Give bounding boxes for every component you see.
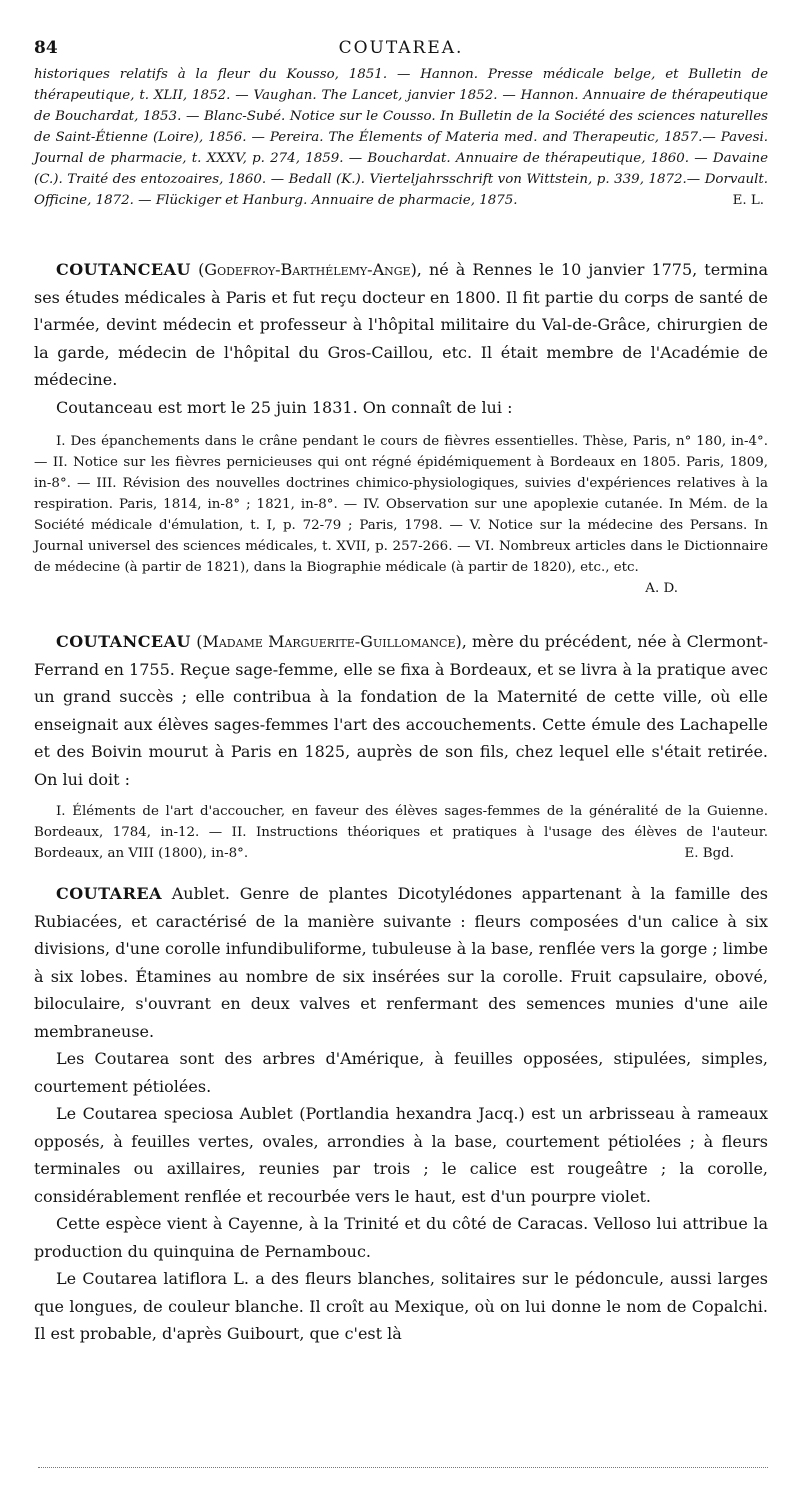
entry1-death: Coutanceau est mort le 25 juin 1831. On connaît de lui : <box>56 397 513 417</box>
entry2-names: (Madame Marguerite-Guillomance), <box>196 632 467 651</box>
entry3-paragraph1 <box>34 880 768 1045</box>
entry2-body: mère du précédent, née à Clermont-Ferrand en 1755. Reçue sage-femme, elle se fixa à Bordeaux, et se livra à la pratique avec un grand succès ; elle contribua à la fondation de la Maternité de cette ville, où elle enseignait aux élèves sages-femmes l'art des accouchements. Cette émule des Lachapelle et des Boivin mourut à Paris en 1825, auprès de son fils, chez lequel elle s'était retirée. On lui doit : <box>34 632 768 789</box>
entry2-paragraph <box>34 628 768 793</box>
intro-bibliography <box>34 64 768 211</box>
entry1-headword: COUTANCEAU <box>56 260 191 279</box>
intro-text: historiques relatifs à la fleur du Kousso, 1851. — Hannon. Presse médicale belge, et Bulletin de thérapeutique, t. XLII, 1852. — Vaughan. The Lancet, janvier 1852. — Hannon. Annuaire de thérapeutique de Bouchardat, 1853. — Blanc-Subé. Notice sur le Cousso. In Bulletin de la Société des sciences naturelles de Saint-Étienne (Loire), 1856. — Pereira. The Élements of Materia med. and Therapeutic, 1857.— Pavesi. Journal de pharmacie, t. XXXV, p. 274, 1859. — Bouchardat. Annuaire de thérapeutique, 1860. — Davaine (C.). Traité des entozoaires, 1860. — Bedall (K.). Vierteljahrsschrift von Wittstein, p. 339, 1872.— Dorvault. Officine, 1872. — Flückiger et Hanburg. Annuaire de pharmacie, 1875. <box>34 67 768 208</box>
entry3-headword: COUTAREA <box>56 884 162 903</box>
entry3-author: Aublet. <box>171 884 230 903</box>
running-head: COUTAREA. <box>338 38 464 58</box>
entry1-paragraph <box>34 256 768 394</box>
entry3-body: Genre de plantes Dicotylédones appartenant à la famille des Rubiacées, et caractérisé de la manière suivante : fleurs composées d'un calice à six divisions, d'une corolle infundibuliforme, tubuleuse à la base, renflée vers la gorge ; limbe à six lobes. Étamines au nombre de six insérées sur la corolle. Fruit capsulaire, obové, biloculaire, s'ouvrant en deux valves et renfermant des semences munies d'une aile membraneuse. <box>34 884 769 1041</box>
footer-dotted-rule <box>38 1467 768 1468</box>
entry-coutanceau-godefroy <box>34 256 768 599</box>
entry2-works: I. Éléments de l'art d'accoucher, en faveur des élèves sages-femmes de la généralité de la Guienne. Bordeaux, 1784, in-12. — II. Instructions théoriques et pratiques à l'usage des élèves de l'auteur. Bordeaux, an VIII (1800), in-8°. <box>34 804 768 861</box>
entry2-signature: E. Bgd. <box>684 846 734 861</box>
entry3-paragraph4: Cette espèce vient à Cayenne, à la Trinité et du côté de Caracas. Velloso lui attribue la production du quinquina de Pernambouc. <box>34 1214 768 1261</box>
entry1-body: né à Rennes le 10 janvier 1775, termina ses études médicales à Paris et fut reçu docteur en 1800. Il fit partie du corps de santé de l'armée, devint médecin et professeur à l'hôpital militaire du Val-de-Grâce, chirurgien de la garde, médecin de l'hôpital du Gros-Caillou, etc. Il était membre de l'Académie de médecine. <box>34 260 768 389</box>
entry1-signature: A. D. <box>645 581 678 596</box>
entry-coutanceau-marguerite <box>34 628 768 864</box>
page-number: 84 <box>34 38 58 58</box>
entry1-names: (Godefroy-Barthélemy-Ange), <box>198 260 422 279</box>
entry3-paragraph3: Le Coutarea speciosa Aublet (Portlandia hexandra Jacq.) est un arbrisseau à rameaux opposés, à feuilles vertes, ovales, arrondies à la base, courtement pétiolées ; à fleurs terminales ou axillaires, reunies par trois ; le calice est rougeâtre ; la corolle, considérablement renflée et recourbée vers le haut, est d'un pourpre violet. <box>34 1104 768 1206</box>
page-header <box>34 38 768 60</box>
intro-signature: E. L. <box>732 193 764 208</box>
entry2-headword: COUTANCEAU <box>56 632 191 651</box>
entry3-paragraph5: Le Coutarea latiflora L. a des fleurs blanches, solitaires sur le pédoncule, aussi larges que longues, de couleur blanche. Il croît au Mexique, où on lui donne le nom de Copalchi. Il est probable, d'après Guibourt, que c'est là <box>34 1269 768 1343</box>
entry-coutarea <box>34 880 768 1348</box>
entry3-paragraph2: Les Coutarea sont des arbres d'Amérique, à feuilles opposées, stipulées, simples, courtement pétiolées. <box>34 1049 768 1096</box>
entry1-works: I. Des épanchements dans le crâne pendant le cours de fièvres essentielles. Thèse, Paris, n° 180, in-4°. — II. Notice sur les fièvres pernicieuses qui ont régné épidémiquement à Bordeaux en 1805. Paris, 1809, in-8°. — III. Révision des nouvelles doctrines chimico-physiologiques, suivies d'expériences relatives à la respiration. Paris, 1814, in-8° ; 1821, in-8°. — IV. Observation sur une apoplexie cutanée. In Mém. de la Société médicale d'émulation, t. I, p. 72-79 ; Paris, 1798. — V. Notice sur la médecine des Persans. In Journal universel des sciences médicales, t. XVII, p. 257-266. — VI. Nombreux articles dans le Dictionnaire de médecine (à partir de 1821), dans la Biographie médicale (à partir de 1820), etc., etc. <box>34 434 768 575</box>
